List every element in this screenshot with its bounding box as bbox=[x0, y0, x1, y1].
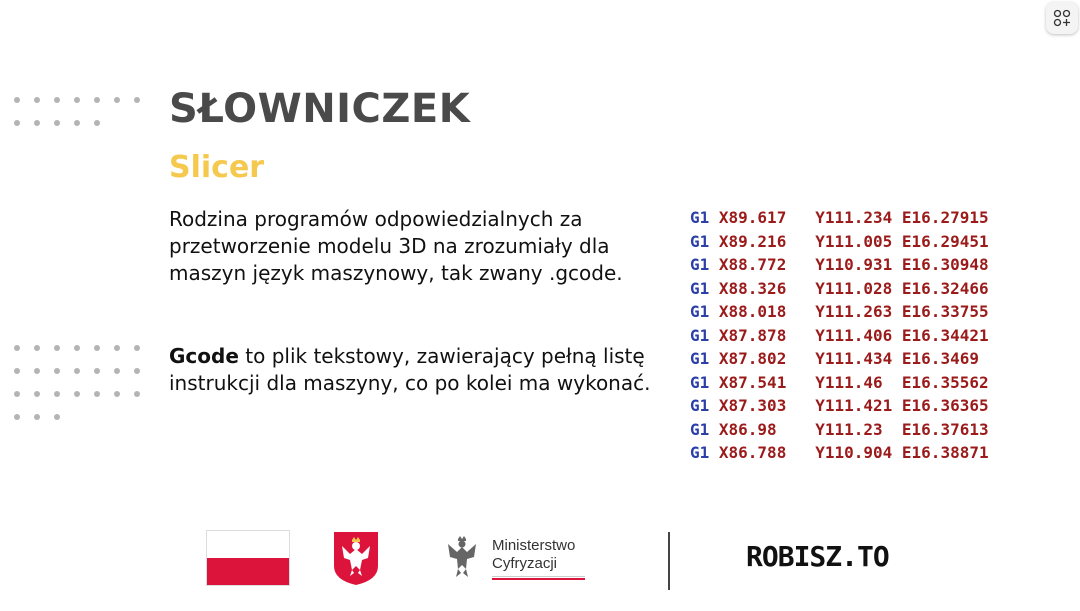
gcode-command: G1 bbox=[690, 302, 710, 321]
apps-add-icon bbox=[1053, 9, 1071, 27]
gcode-x: X88.772 bbox=[718, 255, 787, 274]
gcode-command: G1 bbox=[690, 255, 710, 274]
dot-grid-top bbox=[14, 97, 154, 143]
gcode-line bbox=[690, 206, 989, 230]
ministry-name-line1: Ministerstwo bbox=[492, 536, 576, 554]
gcode-e: E16.37613 bbox=[901, 419, 989, 439]
gcode-y: Y111.406 bbox=[815, 325, 893, 345]
gcode-command: G1 bbox=[690, 372, 710, 392]
gcode-listing bbox=[690, 206, 989, 465]
gcode-line bbox=[690, 418, 989, 442]
gcode-e: E16.36365 bbox=[901, 396, 989, 415]
gcode-e: E16.32466 bbox=[901, 278, 989, 298]
gcode-y: Y111.434 bbox=[815, 349, 893, 368]
gcode-e: E16.38871 bbox=[901, 443, 989, 462]
gcode-command: G1 bbox=[690, 349, 710, 368]
gcode-description: to plik tekstowy, zawierający pełną listę instrukcji dla maszyny, co po kolei ma wykonać. bbox=[169, 344, 651, 395]
gcode-e: E16.29451 bbox=[901, 231, 989, 251]
gcode-x: X87.878 bbox=[718, 325, 787, 345]
gcode-e: E16.34421 bbox=[901, 325, 989, 345]
gcode-e: E16.27915 bbox=[901, 208, 989, 227]
gcode-y: Y110.931 bbox=[815, 255, 893, 274]
eagle-icon bbox=[440, 533, 484, 583]
gcode-line bbox=[690, 230, 989, 254]
gcode-command: G1 bbox=[690, 278, 710, 298]
gcode-command: G1 bbox=[690, 443, 710, 462]
gcode-y: Y111.028 bbox=[815, 278, 893, 298]
dot-grid-bottom bbox=[14, 345, 154, 437]
gcode-e: E16.3469 bbox=[901, 349, 979, 368]
ministry-logo bbox=[440, 533, 585, 583]
gcode-x: X89.216 bbox=[718, 231, 787, 251]
gcode-line bbox=[690, 394, 989, 418]
gcode-x: X88.326 bbox=[718, 278, 787, 298]
gcode-line bbox=[690, 371, 989, 395]
gcode-x: X87.303 bbox=[718, 396, 787, 415]
polish-eagle-emblem-icon bbox=[332, 530, 380, 586]
gcode-command: G1 bbox=[690, 231, 710, 251]
gcode-y: Y111.46 bbox=[815, 372, 883, 392]
gcode-y: Y111.23 bbox=[815, 419, 883, 439]
gcode-y: Y111.005 bbox=[815, 231, 893, 251]
polish-flag-icon bbox=[206, 530, 290, 586]
gcode-line bbox=[690, 324, 989, 348]
footer-divider bbox=[668, 532, 670, 590]
gcode-x: X87.802 bbox=[718, 349, 787, 368]
gcode-line bbox=[690, 253, 989, 277]
gcode-command: G1 bbox=[690, 325, 710, 345]
gcode-line bbox=[690, 347, 989, 371]
gcode-x: X89.617 bbox=[718, 208, 787, 227]
gcode-term: Gcode bbox=[169, 344, 239, 368]
gcode-y: Y110.904 bbox=[815, 443, 893, 462]
gcode-command: G1 bbox=[690, 419, 710, 439]
slide-subtitle: Slicer bbox=[169, 150, 265, 185]
apps-add-button[interactable] bbox=[1046, 2, 1078, 34]
gcode-e: E16.33755 bbox=[901, 302, 989, 321]
gcode-definition bbox=[169, 343, 669, 397]
ministry-flag-bar bbox=[492, 576, 585, 580]
gcode-x: X86.98 bbox=[718, 419, 777, 439]
slide-title: SŁOWNICZEK bbox=[169, 86, 471, 132]
gcode-y: Y111.234 bbox=[815, 208, 893, 227]
gcode-command: G1 bbox=[690, 208, 710, 227]
gcode-line bbox=[690, 441, 989, 465]
slicer-definition: Rodzina programów odpowiedzialnych za przetworzenie modelu 3D na zrozumiały dla maszyn język maszynowy, tak zwany .gcode. bbox=[169, 207, 623, 285]
gcode-x: X87.541 bbox=[718, 372, 787, 392]
gcode-y: Y111.263 bbox=[815, 302, 893, 321]
gcode-command: G1 bbox=[690, 396, 710, 415]
gcode-e: E16.30948 bbox=[901, 255, 989, 274]
ministry-name-line2: Cyfryzacji bbox=[492, 554, 558, 572]
gcode-line bbox=[690, 277, 989, 301]
gcode-line bbox=[690, 300, 989, 324]
robisz-logo: ROBISZ.TO bbox=[746, 540, 889, 573]
gcode-y: Y111.421 bbox=[815, 396, 893, 415]
gcode-x: X86.788 bbox=[718, 443, 787, 462]
gcode-x: X88.018 bbox=[718, 302, 787, 321]
gcode-e: E16.35562 bbox=[901, 372, 989, 392]
